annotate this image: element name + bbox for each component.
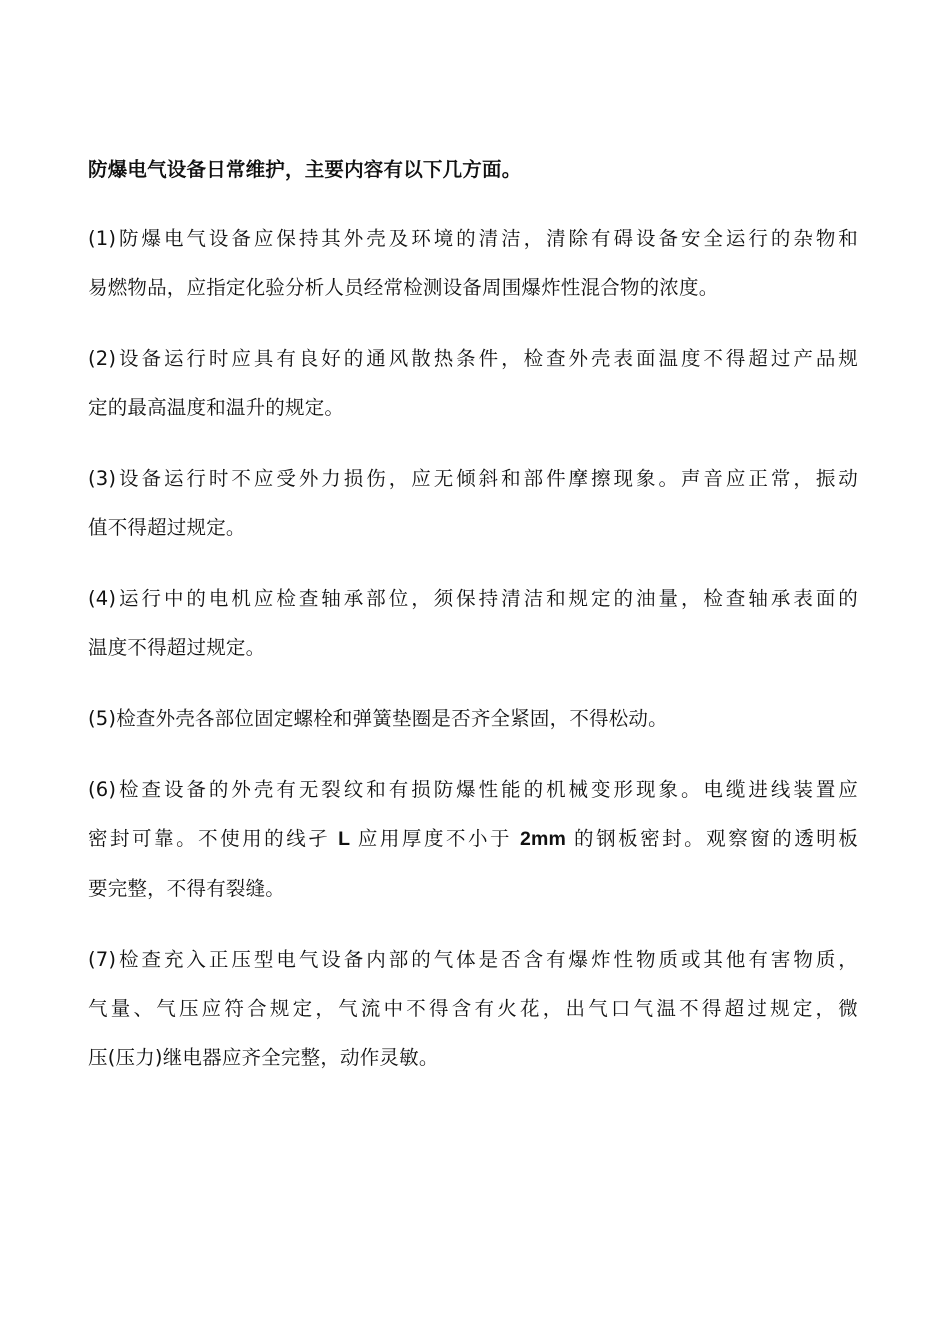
paragraph-line: (4)运行中的电机应检查轴承部位，须保持清洁和规定的油量，检查轴承表面的 bbox=[88, 587, 858, 610]
text-run-bold: L bbox=[330, 828, 358, 850]
paragraph-line: 定的最高温度和温升的规定。 bbox=[88, 396, 345, 419]
document-heading: 防爆电气设备日常维护，主要内容有以下几方面。 bbox=[88, 158, 522, 181]
paragraph-3 bbox=[88, 454, 858, 552]
paragraph-line: (7)检查充入正压型电气设备内部的气体是否含有爆炸性物质或其他有害物质， bbox=[88, 948, 858, 971]
paragraph-line bbox=[88, 864, 858, 913]
paragraph-line bbox=[88, 765, 858, 814]
paragraph-7 bbox=[88, 935, 858, 1082]
text-run: 应用厚度不小于 bbox=[357, 827, 513, 850]
paragraph-line: 压(压力)继电器应齐全完整，动作灵敏。 bbox=[88, 1046, 439, 1069]
paragraph-line: 气量、气压应符合规定，气流中不得含有火花，出气口气温不得超过规定，微 bbox=[88, 997, 858, 1020]
paragraph-line: (3)设备运行时不应受外力损伤，应无倾斜和部件摩擦现象。声音应正常，振动 bbox=[88, 467, 858, 490]
text-run: 密封可靠。不使用的线孑 bbox=[88, 827, 331, 850]
paragraph-line: (5)检查外壳各部位固定螺栓和弹簧垫圈是否齐全紧固，不得松动。 bbox=[88, 707, 668, 730]
paragraph-line: 温度不得超过规定。 bbox=[88, 636, 266, 659]
paragraph-line: (2)设备运行时应具有良好的通风散热条件，检查外壳表面温度不得超过产品规 bbox=[88, 347, 858, 370]
paragraph-6 bbox=[88, 765, 858, 913]
paragraph-5 bbox=[88, 694, 858, 743]
paragraph-line: 值不得超过规定。 bbox=[88, 516, 246, 539]
text-run: 的钢板密封。观察窗的透明板 bbox=[574, 827, 859, 850]
paragraph-line: (1)防爆电气设备应保持其外壳及环境的清洁，清除有碍设备安全运行的杂物和 bbox=[88, 227, 858, 250]
paragraph-2 bbox=[88, 334, 858, 432]
text-run-bold: 2mm bbox=[512, 828, 575, 850]
text-run: 要完整，不得有裂缝。 bbox=[88, 877, 286, 900]
document-page bbox=[88, 150, 858, 1104]
paragraph-line: 易燃物品，应指定化验分析人员经常检测设备周围爆炸性混合物的浓度。 bbox=[88, 276, 719, 299]
paragraph-line bbox=[88, 814, 858, 864]
text-run: (6)检查设备的外壳有无裂纹和有损防爆性能的机械变形现象。电缆进线装置应 bbox=[88, 778, 858, 801]
paragraph-4 bbox=[88, 574, 858, 672]
paragraph-1 bbox=[88, 214, 858, 312]
